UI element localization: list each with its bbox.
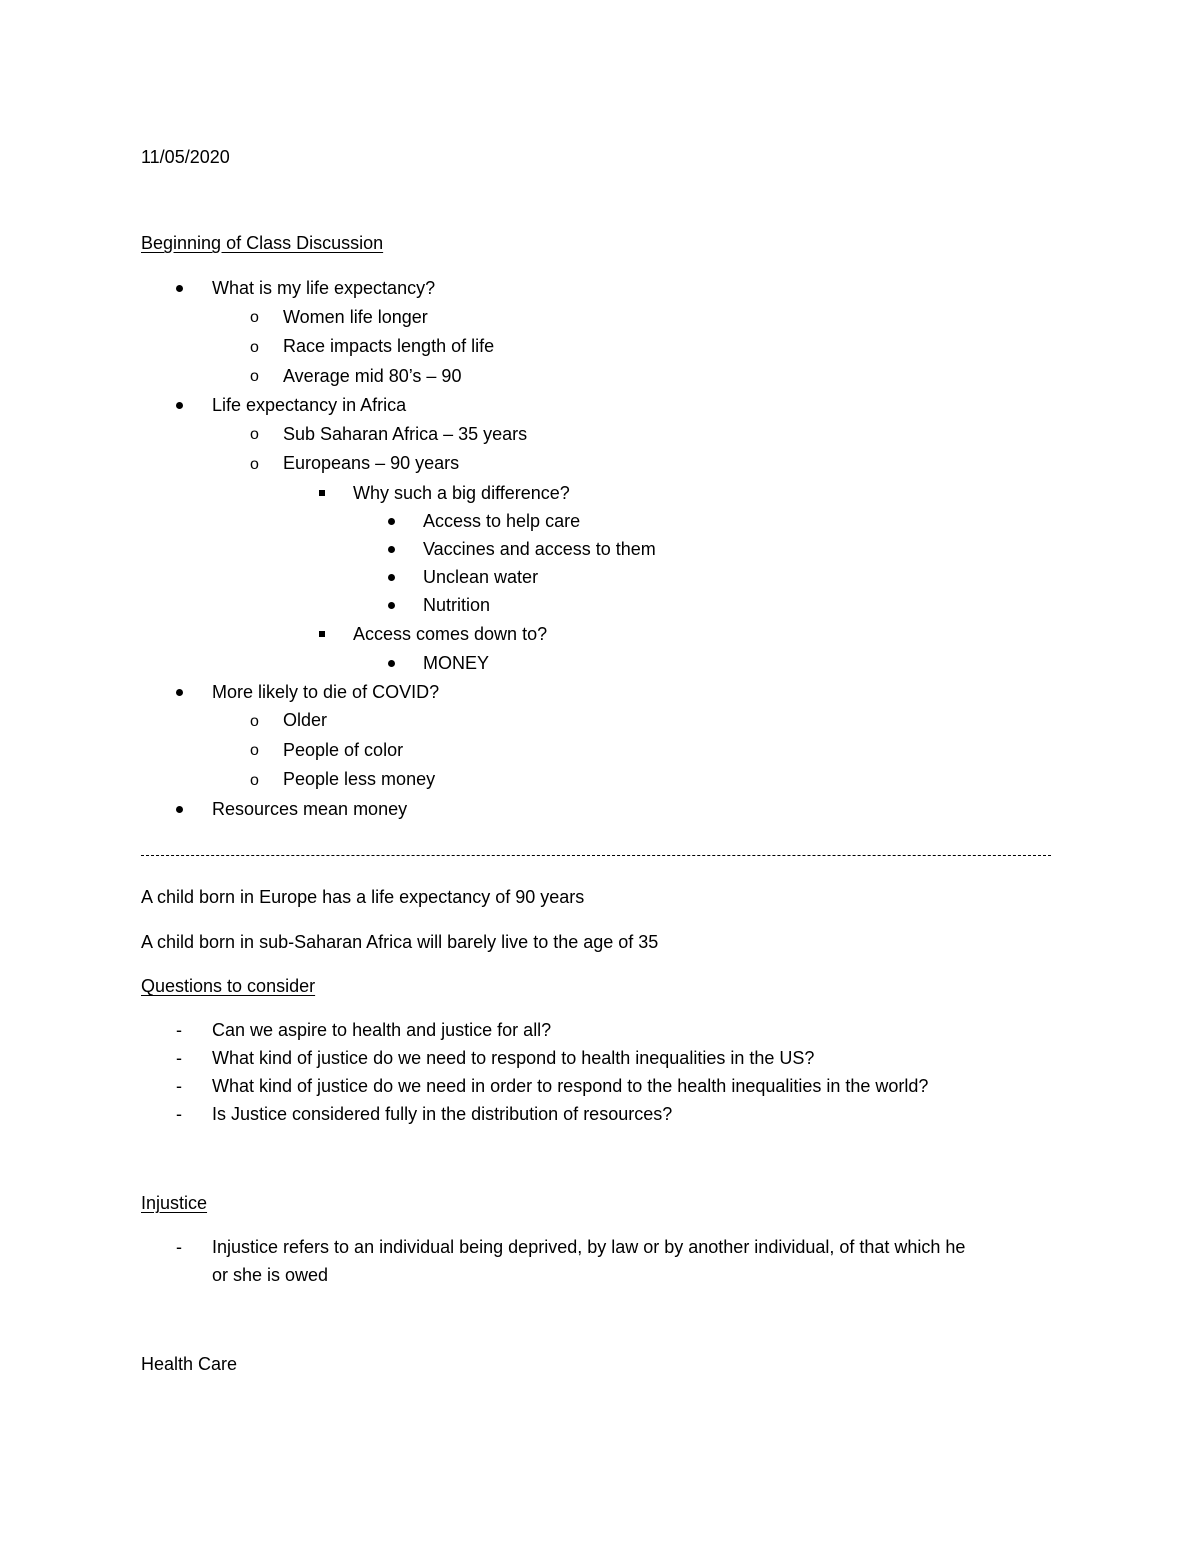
list-item: Women life longer bbox=[283, 307, 428, 327]
circle-bullet-icon: o bbox=[250, 339, 259, 356]
question-item: What kind of justice do we need to respond to health inequalities in the US? bbox=[212, 1048, 815, 1068]
list-item: Older bbox=[283, 710, 328, 730]
circle-bullet-icon: o bbox=[250, 713, 259, 730]
list-item: Unclean water bbox=[423, 567, 539, 587]
circle-bullet-icon: o bbox=[250, 456, 259, 473]
dash-bullet-icon: - bbox=[176, 1020, 182, 1040]
bullet-dot-icon bbox=[176, 285, 183, 292]
dashed-divider bbox=[141, 855, 1051, 856]
injustice-heading: Injustice bbox=[141, 1193, 208, 1213]
list-item: Life expectancy in Africa bbox=[212, 395, 407, 415]
circle-bullet-icon: o bbox=[250, 309, 259, 326]
bullet-dot-icon bbox=[388, 602, 395, 609]
circle-bullet-icon: o bbox=[250, 742, 259, 759]
circle-bullet-icon: o bbox=[250, 368, 259, 385]
statement-africa: A child born in sub-Saharan Africa will barely live to the age of 35 bbox=[141, 932, 659, 952]
dash-bullet-icon: - bbox=[176, 1104, 182, 1124]
list-item: Resources mean money bbox=[212, 799, 408, 819]
list-item: Race impacts length of life bbox=[283, 336, 495, 356]
question-item: Is Justice considered fully in the distribution of resources? bbox=[212, 1104, 673, 1124]
list-item: Average mid 80’s – 90 bbox=[283, 366, 462, 386]
list-item: Europeans – 90 years bbox=[283, 453, 460, 473]
question-item: What kind of justice do we need in order to respond to the health inequalities in the world? bbox=[212, 1076, 929, 1096]
list-item: People of color bbox=[283, 740, 404, 760]
list-item: People less money bbox=[283, 769, 436, 789]
list-item: Access comes down to? bbox=[353, 624, 548, 644]
list-item: What is my life expectancy? bbox=[212, 278, 436, 298]
list-item: More likely to die of COVID? bbox=[212, 682, 440, 702]
list-item: MONEY bbox=[423, 653, 490, 673]
bullet-dot-icon bbox=[176, 402, 183, 409]
list-item: Access to help care bbox=[423, 511, 581, 531]
question-item: Can we aspire to health and justice for all? bbox=[212, 1020, 552, 1040]
dash-bullet-icon: - bbox=[176, 1048, 182, 1068]
circle-bullet-icon: o bbox=[250, 772, 259, 789]
date-text: 11/05/2020 bbox=[141, 147, 230, 167]
bullet-dot-icon bbox=[388, 660, 395, 667]
injustice-definition-line1: Injustice refers to an individual being deprived, by law or by another individual, of that which he bbox=[212, 1237, 966, 1257]
bullet-dot-icon bbox=[388, 546, 395, 553]
list-item: Sub Saharan Africa – 35 years bbox=[283, 424, 528, 444]
list-item: Vaccines and access to them bbox=[423, 539, 656, 559]
section-heading: Beginning of Class Discussion bbox=[141, 233, 384, 253]
dash-bullet-icon: - bbox=[176, 1237, 182, 1257]
list-item: Nutrition bbox=[423, 595, 491, 615]
bullet-dot-icon bbox=[388, 574, 395, 581]
health-care-heading: Health Care bbox=[141, 1354, 238, 1374]
circle-bullet-icon: o bbox=[250, 426, 259, 443]
square-bullet-icon bbox=[319, 631, 325, 637]
bullet-dot-icon bbox=[176, 689, 183, 696]
injustice-definition-line2: or she is owed bbox=[212, 1265, 329, 1285]
bullet-dot-icon bbox=[388, 518, 395, 525]
list-item: Why such a big difference? bbox=[353, 483, 570, 503]
bullet-dot-icon bbox=[176, 806, 183, 813]
dash-bullet-icon: - bbox=[176, 1076, 182, 1096]
square-bullet-icon bbox=[319, 490, 325, 496]
statement-europe: A child born in Europe has a life expectancy of 90 years bbox=[141, 887, 585, 907]
questions-heading: Questions to consider bbox=[141, 976, 316, 996]
